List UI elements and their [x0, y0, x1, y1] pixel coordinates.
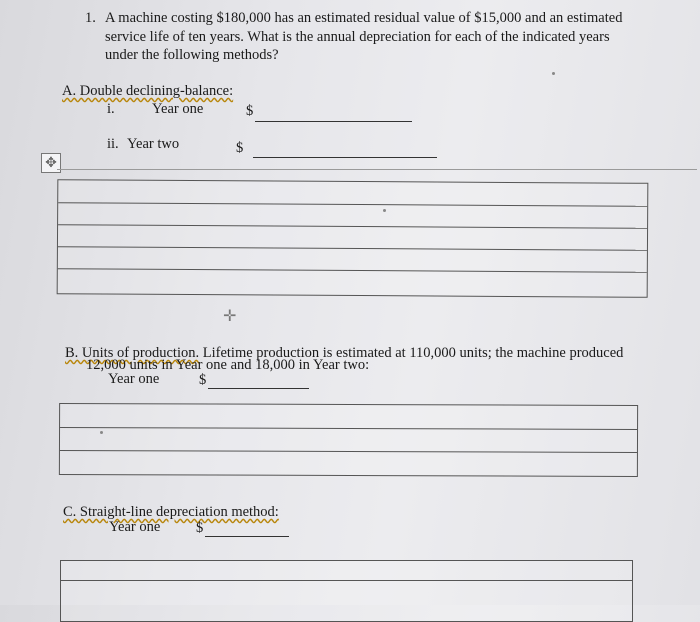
- plus-icon: ✛: [223, 306, 237, 325]
- work-area-row-line: [58, 202, 647, 207]
- part-a-item1-answer-line[interactable]: [255, 121, 412, 122]
- part-a-item1-label: Year one: [152, 101, 204, 117]
- part-b-item-dollar: $: [199, 372, 207, 388]
- part-c-answer-line[interactable]: [205, 536, 289, 537]
- part-b-text-1: Lifetime production is estimated at 110,000 units; the machine produced: [202, 345, 624, 361]
- paper-speck: [552, 72, 555, 75]
- part-a-item1-dollar: $: [246, 103, 254, 119]
- question-line-2: service life of ten years. What is the annual depreciation for each of the indicated years: [105, 29, 610, 45]
- part-a-work-area[interactable]: [57, 179, 649, 298]
- part-c-item-dollar: $: [196, 520, 204, 536]
- work-area-row-line: [58, 246, 647, 251]
- paper-speck: [383, 209, 386, 212]
- work-area-row-line: [61, 580, 632, 581]
- part-b-answer-line[interactable]: [208, 388, 309, 389]
- work-area-row-line: [60, 427, 637, 430]
- part-b-work-area[interactable]: [59, 403, 638, 477]
- work-area-row-line: [58, 268, 647, 273]
- part-c-heading: C. Straight-line depreciation method:: [63, 504, 279, 520]
- part-a-item2-label: Year two: [127, 136, 180, 152]
- question-number: 1.: [85, 10, 96, 26]
- part-a-item2-answer-line[interactable]: [253, 157, 437, 158]
- part-a-item2-marker: ii.: [107, 136, 119, 152]
- work-area-row-line: [58, 224, 647, 229]
- part-b-heading: B. Units of production.: [65, 345, 200, 361]
- question-line-3: under the following methods?: [105, 47, 279, 63]
- part-a-item1-marker: i.: [107, 101, 115, 117]
- part-a-heading: A. Double declining-balance:: [62, 83, 234, 99]
- question-line-1: A machine costing $180,000 has an estimated residual value of $15,000 and an estimated: [105, 10, 623, 26]
- paper-speck: [100, 431, 103, 434]
- top-guide-line: [57, 169, 697, 170]
- part-a-item2-dollar: $: [236, 140, 244, 156]
- part-c-work-area[interactable]: [60, 560, 633, 622]
- part-b-text-2: 12,000 units in Year one and 18,000 in Year two:: [86, 357, 370, 373]
- part-b-item-label: Year one: [108, 371, 160, 387]
- work-area-row-line: [60, 450, 637, 453]
- move-icon[interactable]: ✥: [41, 153, 61, 173]
- part-c-item-label: Year one: [109, 519, 161, 535]
